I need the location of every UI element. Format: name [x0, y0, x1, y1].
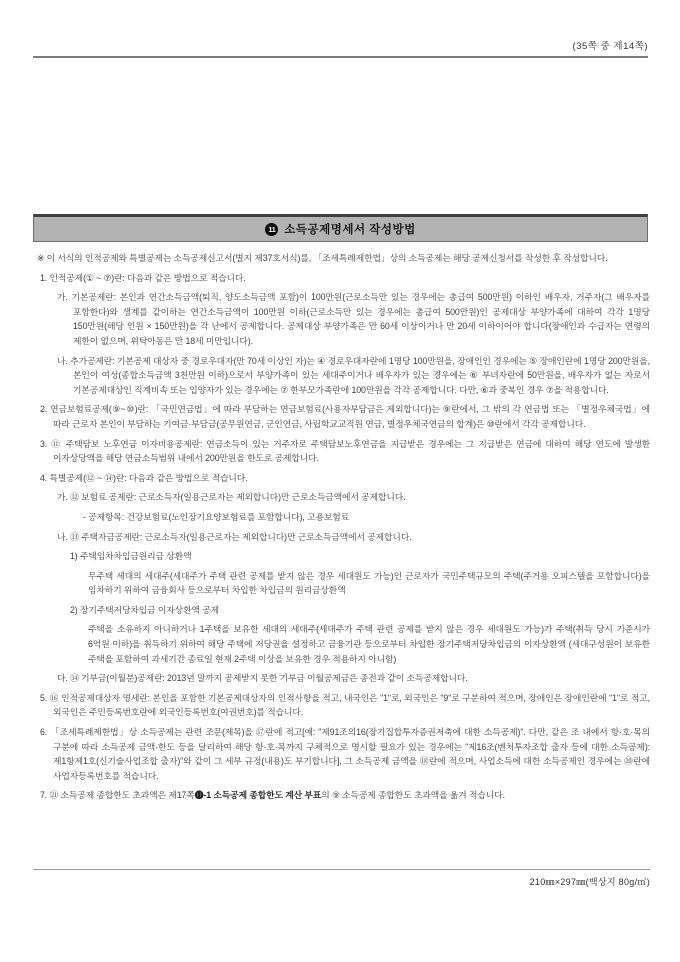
paragraph: 다. ⑭ 기부금(이월분)공제란: 2013년 말까지 공제받지 못한 기부금 이월공제금은 종전과 같이 소득공제합니다.: [57, 673, 468, 684]
section-number-icon: 11: [265, 223, 278, 236]
paragraph: 1) 주택임차차입금원리금 상환액: [70, 551, 192, 562]
paragraph: 7. ㉑ 소득공제 종합한도 초과액은 제17쪽⓫-1 소득공제 종합한도 계산 부표의 ⑨ 소득공제 종합한도 초과액을 옮겨 적습니다.: [40, 790, 505, 801]
paragraph: 6. 「조세특례제한법」상 소득공제는 관련 조문(제목)을 ⑰란에 적고[예: "제91조의16(장기집합투자증권저축에 대한 소득공제)". 다만, 같은 조 내에서 항·호·목의 구분에 따라 소득공제 금액·한도 등을 달리하여 해당 항·호·목까지 구체적으로 명시할 필요가 있는 경우에는 "제16조(벤처투자조합 출자 등에 대한 소득공제): 제1항제1호(신기술사업조합 출자)"와 같이 그 세부 규정(내용)도 부기합니다], 그 소득공제 금액을 ⑱란에 적으며, 사업소득에 대한 소득공제인 경우에는 ⑳란에 사업자등록번호를 적습니다.: [40, 727, 650, 781]
paragraph: 5. ⑯ 인적공제대상자 명세란: 본인을 포함한 기본공제대상자의 인적사항을 적고, 내국인은 "1"로, 외국인은 "9"로 구분하여 적으며, 장애인은 장애인란에 "1"로 적고, 외국인은 주민등록번호란에 외국인등록번호(여권번호)를 적습니다.: [40, 692, 650, 718]
paragraph: 무주택 세대의 세대주(세대주가 주택 관련 공제를 받지 않은 경우 세대원도 가능)인 근로자가 국민주택규모의 주택(주거용 오피스텔을 포함합니다)을 임차하기 위하여 금융회사 등으로부터 차입한 차입금의 원리금상환액: [88, 570, 650, 596]
section-title: 소득공제명세서 작성방법: [284, 224, 416, 236]
paper-size-note: 210㎜×297㎜(백상지 80g/㎡): [529, 877, 650, 887]
section-header-bar: [33, 214, 648, 242]
paragraph: 1. 인적공제(① ~ ⑦)란: 다음과 같은 방법으로 적습니다.: [40, 272, 246, 283]
paragraph: 2) 장기주택저당차입금 이자상환액 공제: [70, 604, 220, 615]
paragraph: - 공제항목: 건강보험료(노인장기요양보험료를 포함합니다), 고용보험료: [83, 511, 350, 522]
page-indicator: (35쪽 중 제14쪽): [572, 41, 648, 52]
paragraph: 나. ⑬ 주택자금공제란: 근로소득자(일용근로자는 제외합니다)만 근로소득금액에서 공제합니다.: [57, 531, 412, 542]
footer: [33, 869, 650, 888]
paragraph: 4. 특별공제(⑫ ~ ⑭)란: 다음과 같은 방법으로 적습니다.: [40, 472, 248, 483]
top-rule: [33, 56, 648, 58]
paragraph: 3. ⑪ 주택담보 노후연금 이자비용공제란: 연금소득이 있는 거주자로 주택담보노후연금을 지급받은 경우에는 그 지급받은 연금에 대하여 해당 연도에 발생한 이자상당액을 해당 연금소득범위 내에서 200만원을 한도로 공제합니다.: [40, 438, 650, 464]
paragraph: 가. 기본공제란: 본인과 연간소득금액(퇴직, 양도소득금액 포함)이 100만원(근로소득만 있는 경우에는 총급여 500만원) 이하인 배우자, 거주자(그 배우자를 포함한다)와 생계를 같이하는 연간소득금액이 100만원 이하(근로소득만 있는 경우에는 총급여 500만원)인 공제대상 부양가족에 대하여 각각 1명당 150만원(해당 인원 × 150만원)을 각 난에서 공제합니다. 공제대상 부양가족은 만 60세 이상이거나 만 20세 이하이어야 합니다(장애인과 수급자는 연령의 제한이 없으며, 위탁아동은 만 18세 미만입니다).: [57, 292, 650, 346]
instructions: [37, 251, 650, 803]
paragraph: ※ 이 서식의 인적공제와 특별공제는 소득공제신고서(별지 제37호서식)를, 「조세특례제한법」상의 소득공제는 해당 공제신청서를 작성한 후 작성합니다.: [37, 253, 608, 263]
paragraph: 주택을 소유하지 아니하거나 1주택을 보유한 세대의 세대주(세대주가 주택 관련 공제를 받지 않은 경우 세대원도 가능)가 주택(취득 당시 기준시가 6억원 이하)을 취득하기 위하여 해당 주택에 저당권을 설정하고 금융기관 등으로부터 차입한 장기주택저당차입금의 이자상환액 (세대구성원이 보유한 주택을 포함하여 과세기간 종료일 현재 2주택 이상을 보유한 경우 적용하지 아니함): [88, 624, 650, 664]
paragraph: 나. 추가공제란: 기본공제 대상자 중 경로우대자(만 70세 이상인 자)는 ④ 경로우대자란에 1명당 100만원을, 장애인인 경우에는 ⑤ 장애인란에 1명당 200만원을, 본인이 여성(종합소득금액 3천만원 이하)으로서 부양가족이 있는 세대주이거나 배우자가 있는 경우에는 ⑥ 부녀자란에 50만원을, 배우자가 없는 자로서 기본공제대상인 직계비속 또는 입양자가 있는 경우에는 ⑦ 한부모가족란에 100만원을 각각 공제합니다. 다만, ⑥과 중복인 경우 ⑦을 적용합니다.: [57, 355, 650, 395]
paragraph: 2. 연금보험료공제(⑨~⑩)란: 「국민연금법」에 따라 부담하는 연금보험료(사용자부담금은 제외합니다)는 ⑨란에서, 그 밖의 각 연금법 또는 「별정우체국법」에 따라 근로자 본인이 부담하는 기여금·부담금(공무원연금, 군인연금, 사립학교교직원 연금, 별정우체국연금의 합계)은 ⑩란에서 각각 공제합니다.: [40, 404, 650, 429]
paragraph: 가. ⑫ 보험료 공제란: 근로소득자(일용근로자는 제외합니다)만 근로소득금액에서 공제합니다.: [57, 492, 406, 503]
